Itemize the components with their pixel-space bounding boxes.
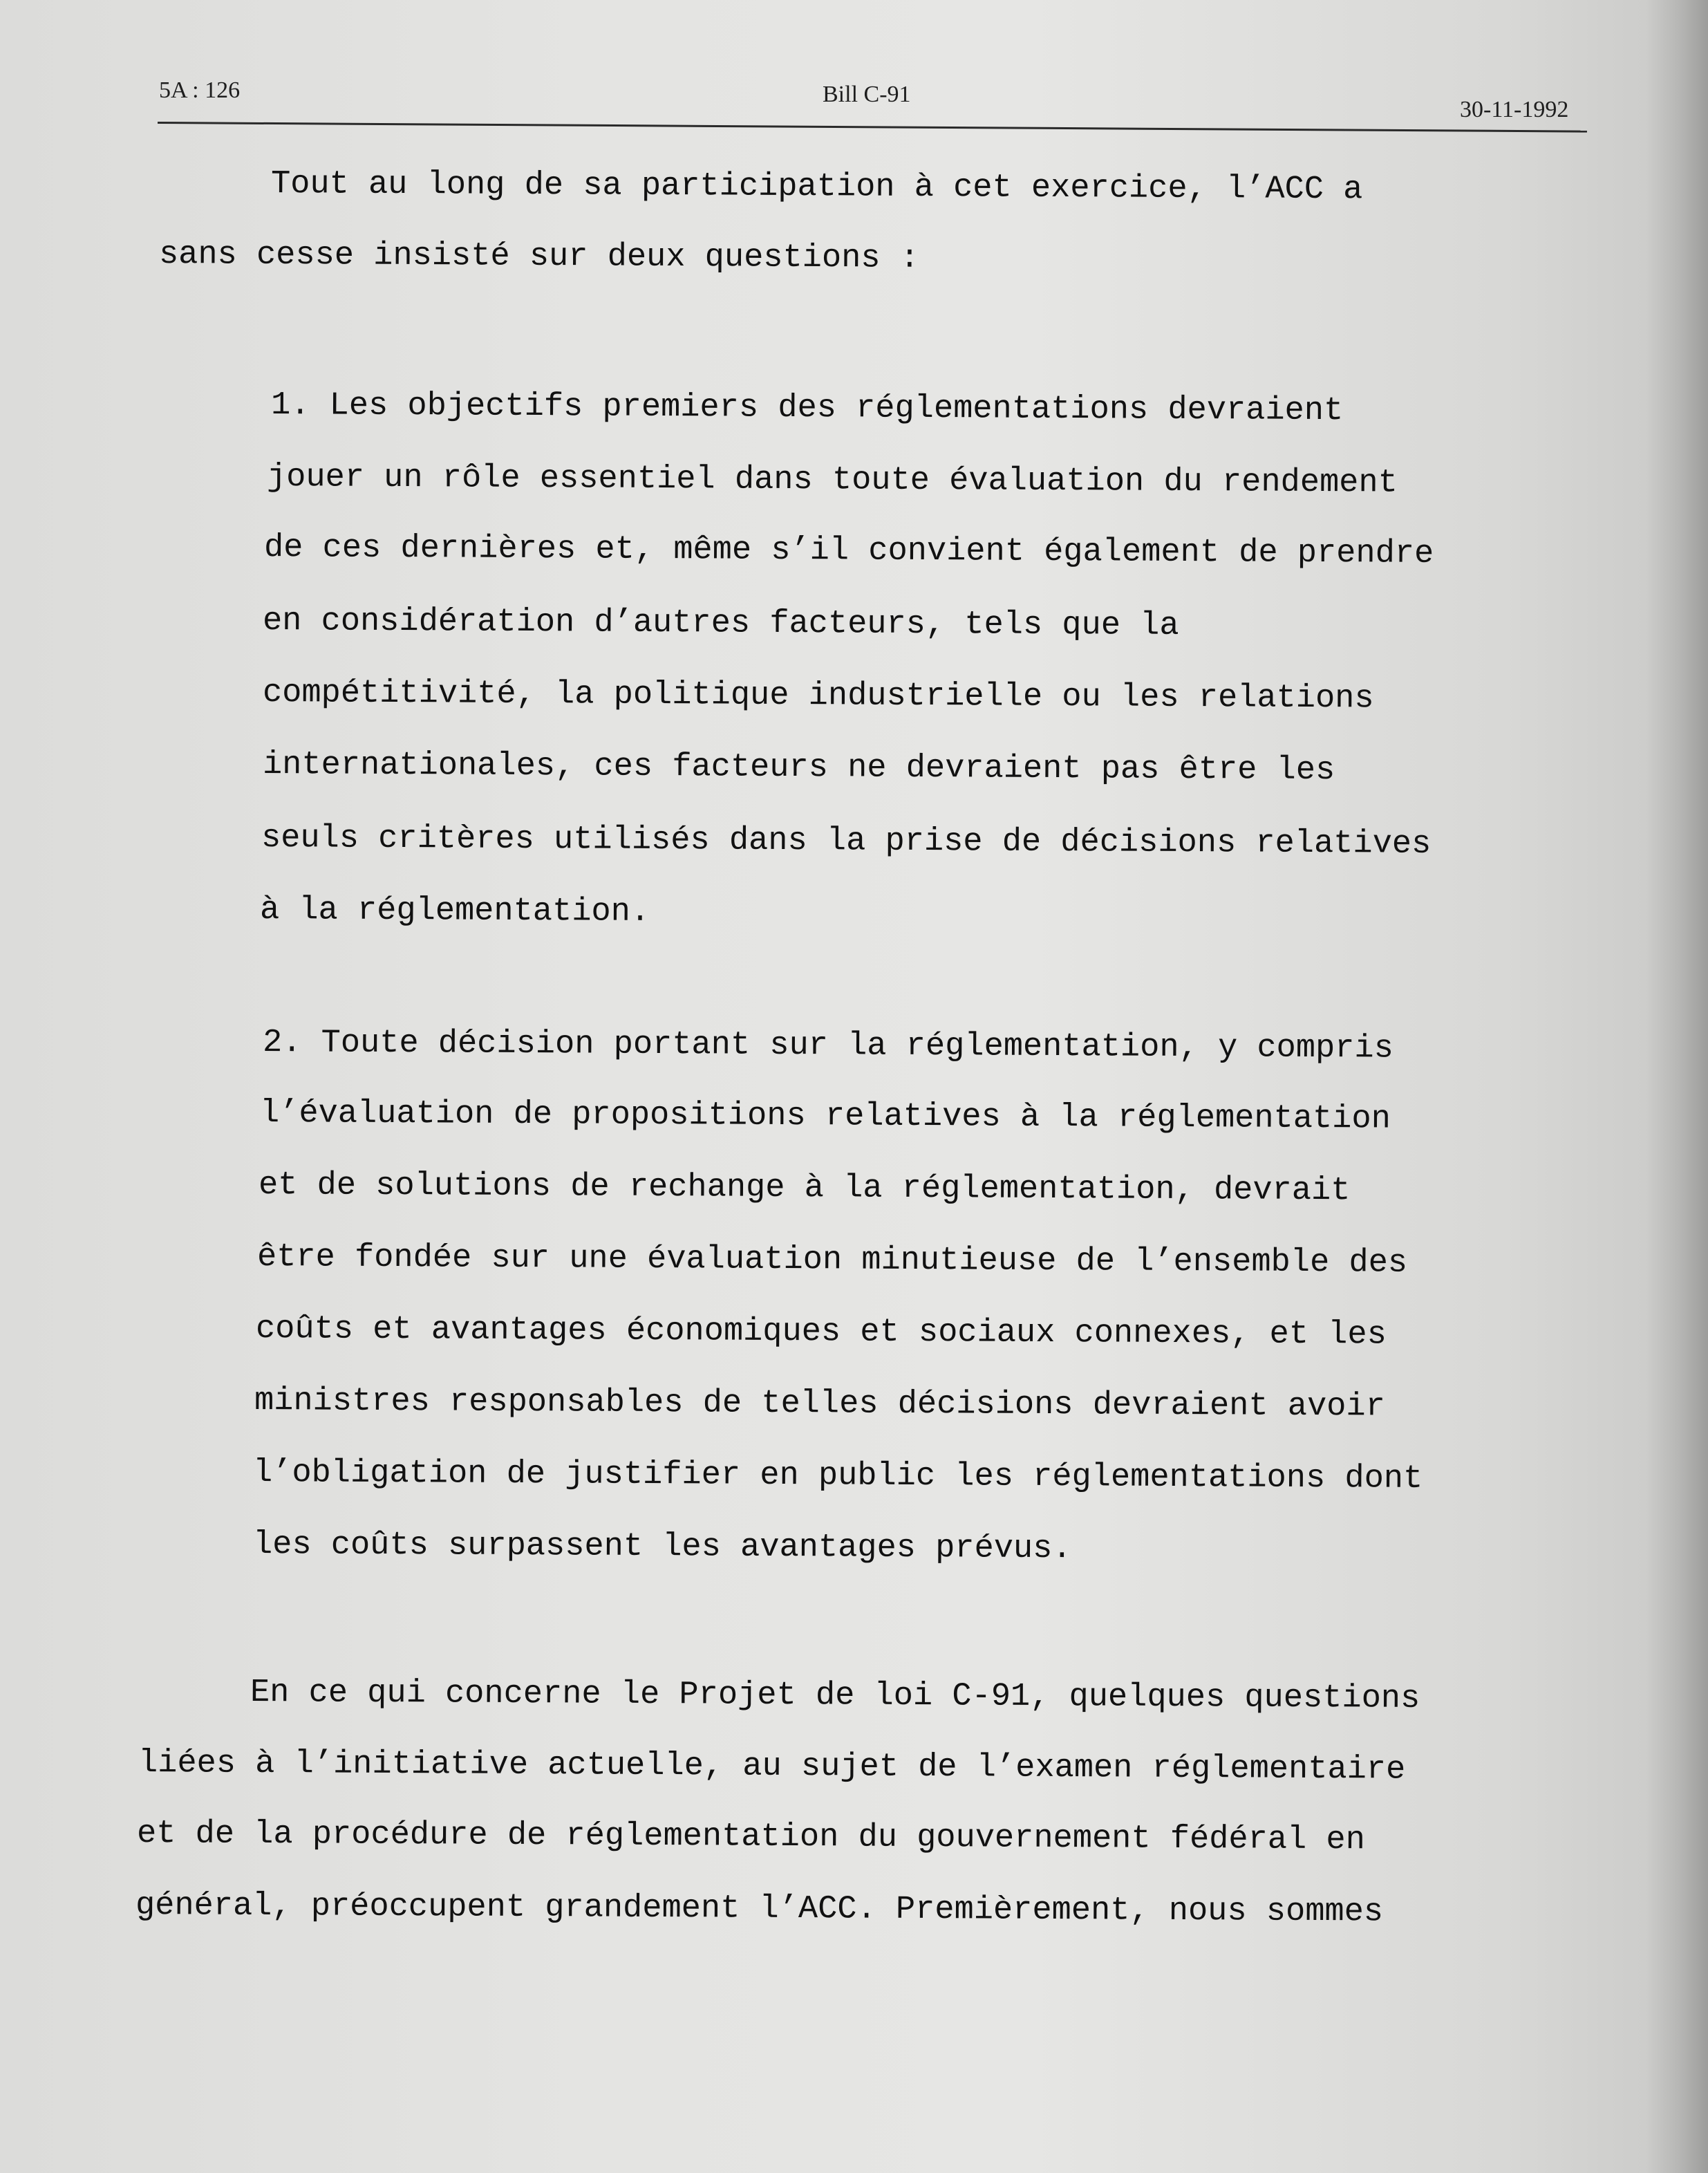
header-bill-title: Bill C-91 [823, 82, 911, 107]
closing-line: général, préoccupent grandement l’ACC. Premièrement, nous sommes [135, 1887, 1384, 1931]
item2-line: 2. Toute décision portant sur la réglementation, y compris [262, 1025, 1393, 1067]
closing-line: liées à l’initiative actuelle, au sujet de l’examen réglementaire [138, 1745, 1406, 1789]
item1-line: de ces dernières et, même s’il convient également de prendre [263, 530, 1434, 572]
closing-line: et de la procédure de réglementation du gouvernement fédéral en [136, 1816, 1366, 1859]
item2-line: coûts et avantages économiques et sociaux connexes, et les [255, 1311, 1387, 1354]
item2-line: ministres responsables de telles décisions devraient avoir [254, 1383, 1385, 1426]
item2-line: les coûts surpassent les avantages prévus. [252, 1527, 1072, 1568]
item2-line: être fondée sur une évaluation minutieuse de l’ensemble des [256, 1239, 1408, 1282]
page-edge-shadow [1646, 0, 1708, 2173]
item1-line: 1. Les objectifs premiers des réglementations devraient [270, 387, 1344, 430]
item1-line: jouer un rôle essentiel dans toute évaluation du rendement [266, 459, 1398, 502]
header-page-number: 5A : 126 [159, 77, 241, 103]
closing-line: En ce qui concerne le Projet de loi C-91, quelques questions [250, 1675, 1420, 1717]
item1-line: internationales, ces facteurs ne devraient pas être les [262, 747, 1335, 790]
intro-line: sans cesse insisté sur deux questions : [158, 236, 920, 277]
header-rule [158, 122, 1587, 133]
item2-line: et de solutions de rechange à la réglementation, devrait [258, 1167, 1351, 1210]
item1-line: seuls critères utilisés dans la prise de décisions relatives [261, 820, 1432, 863]
item1-line: à la réglementation. [259, 892, 650, 931]
item1-line: compétitivité, la politique industrielle ou les relations [262, 675, 1374, 718]
item2-line: l’obligation de justifier en public les réglementations dont [252, 1455, 1423, 1498]
intro-line: Tout au long de sa participation à cet exercice, l’ACC a [270, 166, 1363, 209]
header-date: 30-11-1992 [1460, 97, 1569, 122]
item1-line: en considération d’autres facteurs, tels que la [262, 603, 1179, 644]
item2-line: l’évaluation de propositions relatives à la réglementation [259, 1095, 1391, 1138]
